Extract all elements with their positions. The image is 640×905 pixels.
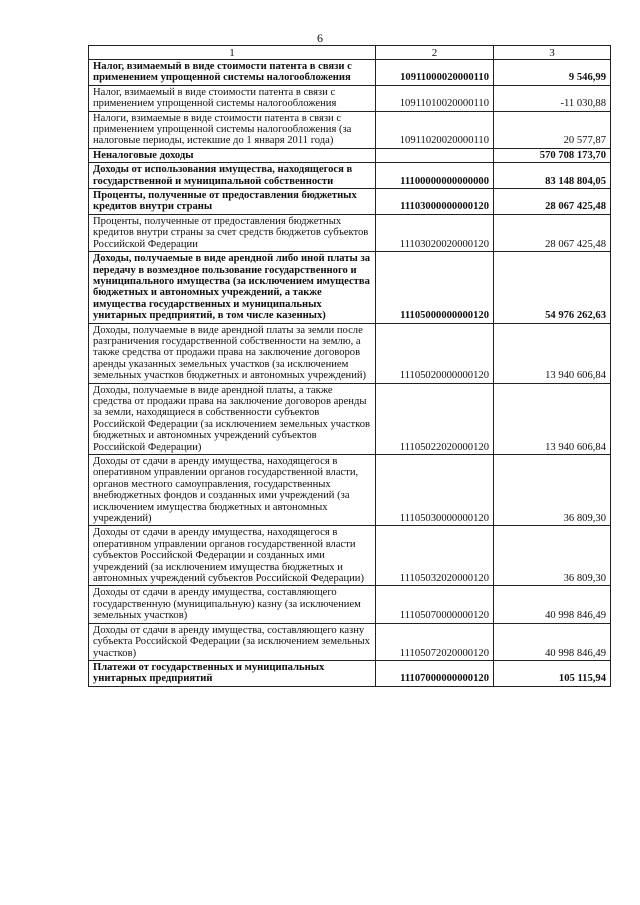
row-amount: 105 115,94 xyxy=(494,660,611,686)
table-row xyxy=(89,214,611,251)
table-row xyxy=(89,60,611,86)
row-name: Налог, взимаемый в виде стоимости патента в связи с применением упрощенной системы налогообложения xyxy=(89,85,376,111)
table-row xyxy=(89,660,611,686)
row-amount: 40 998 846,49 xyxy=(494,623,611,660)
row-code xyxy=(376,148,494,162)
row-name: Проценты, полученные от предоставления бюджетных кредитов внутри страны xyxy=(89,189,376,215)
table-row xyxy=(89,323,611,383)
row-code: 11105020000000120 xyxy=(376,323,494,383)
row-name: Платежи от государственных и муниципальных унитарных предприятий xyxy=(89,660,376,686)
row-amount: 20 577,87 xyxy=(494,111,611,148)
row-code: 10911000020000110 xyxy=(376,60,494,86)
row-amount: 36 809,30 xyxy=(494,526,611,586)
table-row xyxy=(89,148,611,162)
row-name: Доходы, получаемые в виде арендной платы, а также средства от продажи права на заключение договоров аренды за земли, находящиеся в собственности субъектов Российской Федерации (за исключением земельных участков бюджетных и автономных учреждений субъектов Российской Федерации) xyxy=(89,383,376,454)
row-amount: 28 067 425,48 xyxy=(494,214,611,251)
row-amount: 83 148 804,05 xyxy=(494,163,611,189)
column-header-name: 1 xyxy=(89,46,376,60)
table-row xyxy=(89,586,611,623)
row-name: Доходы, получаемые в виде арендной либо иной платы за передачу в возмездное пользование государственного и муниципального имущества (за исключением имущества бюджетных и автономных учреждений, а также имущества государственных и муниципальных унитарных предприятий, в том числе казенных) xyxy=(89,252,376,323)
column-header-code: 2 xyxy=(376,46,494,60)
row-code: 10911020020000110 xyxy=(376,111,494,148)
row-code: 11103000000000120 xyxy=(376,189,494,215)
table-body xyxy=(89,60,611,687)
row-amount: 28 067 425,48 xyxy=(494,189,611,215)
table-row xyxy=(89,85,611,111)
row-code: 11105000000000120 xyxy=(376,252,494,323)
column-header-amount: 3 xyxy=(494,46,611,60)
row-name: Доходы от сдачи в аренду имущества, составляющего казну субъекта Российской Федерации (за исключением земельных участков) xyxy=(89,623,376,660)
revenue-table xyxy=(88,45,611,687)
row-name: Доходы, получаемые в виде арендной платы за земли после разграничения государственной собственности на землю, а также средства от продажи права на заключение договоров аренды указанных земельных участков (за исключением земельных участков бюджетных и автономных учреждений) xyxy=(89,323,376,383)
table-header-row xyxy=(89,46,611,60)
row-name: Неналоговые доходы xyxy=(89,148,376,162)
row-code: 10911010020000110 xyxy=(376,85,494,111)
table-row xyxy=(89,163,611,189)
row-amount: 40 998 846,49 xyxy=(494,586,611,623)
table-row xyxy=(89,383,611,454)
row-name: Доходы от сдачи в аренду имущества, составляющего государственную (муниципальную) казну (за исключением земельных участков) xyxy=(89,586,376,623)
row-name: Доходы от сдачи в аренду имущества, находящегося в оперативном управлении органов государственной власти субъектов Российской Федерации и созданных ими учреждений (за исключением имущества бюджетных и автономных учреждений субъектов Российской Федерации) xyxy=(89,526,376,586)
row-code: 11105030000000120 xyxy=(376,455,494,526)
row-amount: 36 809,30 xyxy=(494,455,611,526)
table-row xyxy=(89,526,611,586)
row-code: 11103020020000120 xyxy=(376,214,494,251)
row-amount: 54 976 262,63 xyxy=(494,252,611,323)
row-name: Доходы от использования имущества, находящегося в государственной и муниципальной собственности xyxy=(89,163,376,189)
row-amount: -11 030,88 xyxy=(494,85,611,111)
table-row xyxy=(89,111,611,148)
row-code: 11105022020000120 xyxy=(376,383,494,454)
row-amount: 13 940 606,84 xyxy=(494,383,611,454)
row-amount: 13 940 606,84 xyxy=(494,323,611,383)
row-code: 11105072020000120 xyxy=(376,623,494,660)
row-name: Налоги, взимаемые в виде стоимости патента в связи с применением упрощенной системы налогообложения (за налоговые периоды, истекшие до 1 января 2011 года) xyxy=(89,111,376,148)
row-code: 11105032020000120 xyxy=(376,526,494,586)
table-row xyxy=(89,189,611,215)
row-name: Налог, взимаемый в виде стоимости патента в связи с применением упрощенной системы налогообложения xyxy=(89,60,376,86)
table-row xyxy=(89,455,611,526)
row-code: 11100000000000000 xyxy=(376,163,494,189)
row-name: Доходы от сдачи в аренду имущества, находящегося в оперативном управлении органов государственной власти, органов местного самоуправления, государственных внебюджетных фондов и созданных ими учреждений (за исключением имущества бюджетных и автономных учреждений) xyxy=(89,455,376,526)
row-code: 11105070000000120 xyxy=(376,586,494,623)
row-name: Проценты, полученные от предоставления бюджетных кредитов внутри страны за счет средств бюджетов субъектов Российской Федерации xyxy=(89,214,376,251)
table-row xyxy=(89,252,611,323)
row-amount: 9 546,99 xyxy=(494,60,611,86)
row-amount: 570 708 173,70 xyxy=(494,148,611,162)
table-row xyxy=(89,623,611,660)
row-code: 11107000000000120 xyxy=(376,660,494,686)
page-number: 6 xyxy=(317,31,323,45)
